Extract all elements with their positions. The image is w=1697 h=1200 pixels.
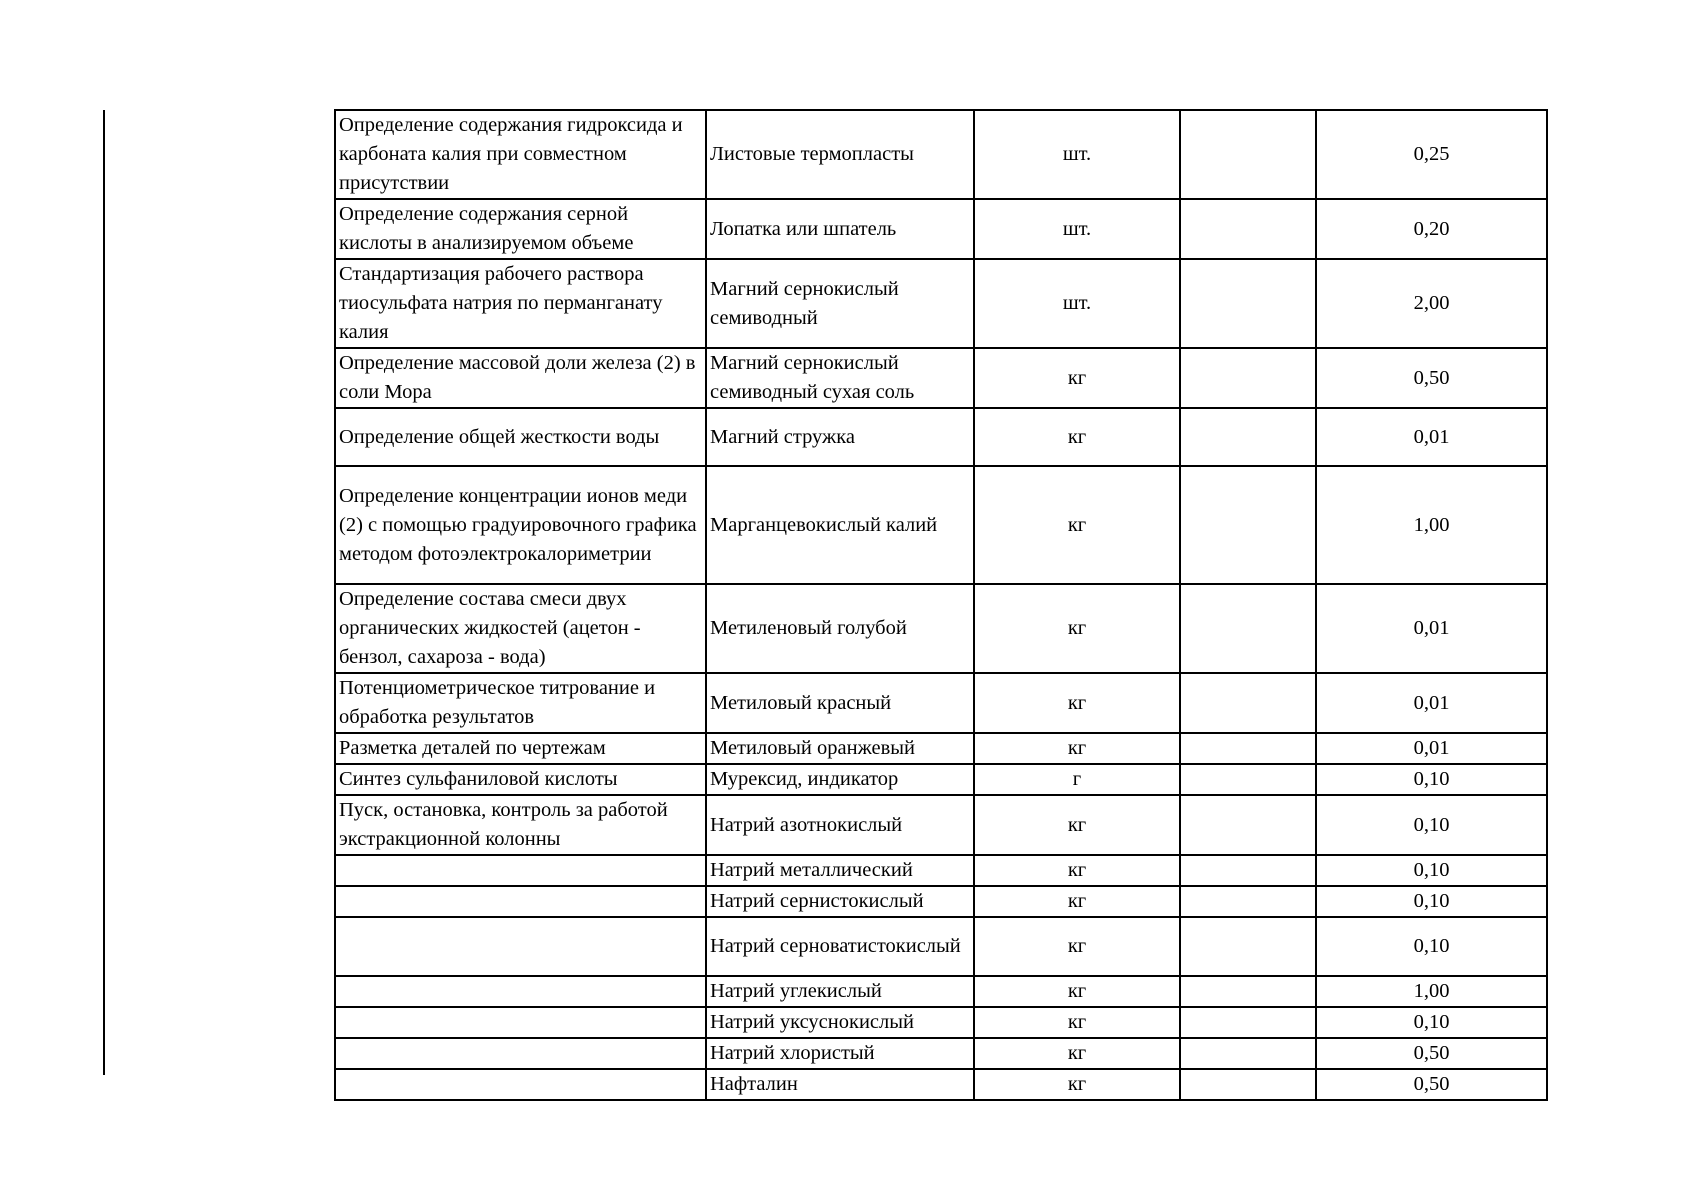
material-cell: Марганцевокислый калий [706, 466, 974, 584]
material-cell: Натрий хлористый [706, 1038, 974, 1069]
material-cell: Магний стружка [706, 408, 974, 466]
material-cell: Натрий углекислый [706, 976, 974, 1007]
material-cell: Метиловый красный [706, 673, 974, 733]
quantity-cell: 0,10 [1316, 1007, 1547, 1038]
work-cell: Определение содержания серной кислоты в анализируемом объеме [335, 199, 706, 259]
quantity-cell: 1,00 [1316, 466, 1547, 584]
work-cell: Синтез сульфаниловой кислоты [335, 764, 706, 795]
quantity-cell: 0,10 [1316, 795, 1547, 855]
quantity-cell: 0,01 [1316, 584, 1547, 673]
unit-cell: кг [974, 855, 1180, 886]
work-cell [335, 855, 706, 886]
table-row [335, 466, 1547, 584]
material-cell: Метиленовый голубой [706, 584, 974, 673]
table-row [335, 348, 1547, 408]
material-cell: Натрий сернистокислый [706, 886, 974, 917]
work-cell: Определение содержания гидроксида и карбоната калия при совместном присутствии [335, 110, 706, 199]
material-cell: Магний сернокислый семиводный сухая соль [706, 348, 974, 408]
unit-cell: кг [974, 584, 1180, 673]
work-cell [335, 1038, 706, 1069]
empty-cell [1180, 110, 1316, 199]
quantity-cell: 0,25 [1316, 110, 1547, 199]
empty-cell [1180, 584, 1316, 673]
work-cell: Определение общей жесткости воды [335, 408, 706, 466]
quantity-cell: 0,10 [1316, 886, 1547, 917]
unit-cell: шт. [974, 199, 1180, 259]
work-cell: Разметка деталей по чертежам [335, 733, 706, 764]
table-row [335, 584, 1547, 673]
work-cell [335, 1069, 706, 1100]
unit-cell: кг [974, 886, 1180, 917]
work-cell: Потенциометрическое титрование и обработка результатов [335, 673, 706, 733]
quantity-cell: 0,10 [1316, 764, 1547, 795]
table-row [335, 795, 1547, 855]
unit-cell: шт. [974, 110, 1180, 199]
table-row [335, 886, 1547, 917]
material-cell: Мурексид, индикатор [706, 764, 974, 795]
table-row [335, 673, 1547, 733]
empty-cell [1180, 466, 1316, 584]
empty-cell [1180, 917, 1316, 976]
quantity-cell: 0,01 [1316, 733, 1547, 764]
unit-cell: кг [974, 733, 1180, 764]
table-row [335, 1069, 1547, 1100]
unit-cell: кг [974, 1007, 1180, 1038]
table-row [335, 855, 1547, 886]
material-cell: Натрий уксуснокислый [706, 1007, 974, 1038]
empty-cell [1180, 976, 1316, 1007]
table-row [335, 976, 1547, 1007]
unit-cell: кг [974, 976, 1180, 1007]
empty-cell [1180, 733, 1316, 764]
table-row [335, 1038, 1547, 1069]
table-row [335, 917, 1547, 976]
table-row [335, 199, 1547, 259]
material-cell: Натрий металлический [706, 855, 974, 886]
empty-cell [1180, 1069, 1316, 1100]
work-cell [335, 1007, 706, 1038]
materials-table [334, 109, 1548, 1101]
empty-cell [1180, 795, 1316, 855]
quantity-cell: 2,00 [1316, 259, 1547, 348]
unit-cell: кг [974, 1069, 1180, 1100]
material-cell: Натрий серноватистокислый [706, 917, 974, 976]
unit-cell: кг [974, 466, 1180, 584]
page-margin-line [103, 110, 105, 1075]
table-row [335, 733, 1547, 764]
table-row [335, 764, 1547, 795]
quantity-cell: 0,01 [1316, 408, 1547, 466]
table-row [335, 259, 1547, 348]
unit-cell: кг [974, 917, 1180, 976]
work-cell: Пуск, остановка, контроль за работой экстракционной колонны [335, 795, 706, 855]
unit-cell: кг [974, 795, 1180, 855]
work-cell: Определение концентрации ионов меди (2) с помощью градуировочного графика методом фотоэлектрокалориметрии [335, 466, 706, 584]
material-cell: Нафталин [706, 1069, 974, 1100]
material-cell: Натрий азотнокислый [706, 795, 974, 855]
empty-cell [1180, 259, 1316, 348]
unit-cell: кг [974, 408, 1180, 466]
empty-cell [1180, 1007, 1316, 1038]
work-cell [335, 917, 706, 976]
quantity-cell: 0,01 [1316, 673, 1547, 733]
material-cell: Лопатка или шпатель [706, 199, 974, 259]
empty-cell [1180, 408, 1316, 466]
unit-cell: кг [974, 673, 1180, 733]
empty-cell [1180, 764, 1316, 795]
unit-cell: кг [974, 1038, 1180, 1069]
table-row [335, 408, 1547, 466]
table-row [335, 1007, 1547, 1038]
work-cell: Стандартизация рабочего раствора тиосульфата натрия по перманганату калия [335, 259, 706, 348]
quantity-cell: 0,10 [1316, 855, 1547, 886]
quantity-cell: 1,00 [1316, 976, 1547, 1007]
empty-cell [1180, 348, 1316, 408]
material-cell: Листовые термопласты [706, 110, 974, 199]
empty-cell [1180, 855, 1316, 886]
empty-cell [1180, 199, 1316, 259]
material-cell: Магний сернокислый семиводный [706, 259, 974, 348]
quantity-cell: 0,50 [1316, 348, 1547, 408]
unit-cell: г [974, 764, 1180, 795]
empty-cell [1180, 1038, 1316, 1069]
table-row [335, 110, 1547, 199]
quantity-cell: 0,20 [1316, 199, 1547, 259]
work-cell: Определение состава смеси двух органических жидкостей (ацетон - бензол, сахароза - вода) [335, 584, 706, 673]
work-cell [335, 976, 706, 1007]
empty-cell [1180, 886, 1316, 917]
unit-cell: кг [974, 348, 1180, 408]
quantity-cell: 0,10 [1316, 917, 1547, 976]
empty-cell [1180, 673, 1316, 733]
quantity-cell: 0,50 [1316, 1069, 1547, 1100]
quantity-cell: 0,50 [1316, 1038, 1547, 1069]
material-cell: Метиловый оранжевый [706, 733, 974, 764]
unit-cell: шт. [974, 259, 1180, 348]
work-cell: Определение массовой доли железа (2) в соли Мора [335, 348, 706, 408]
work-cell [335, 886, 706, 917]
